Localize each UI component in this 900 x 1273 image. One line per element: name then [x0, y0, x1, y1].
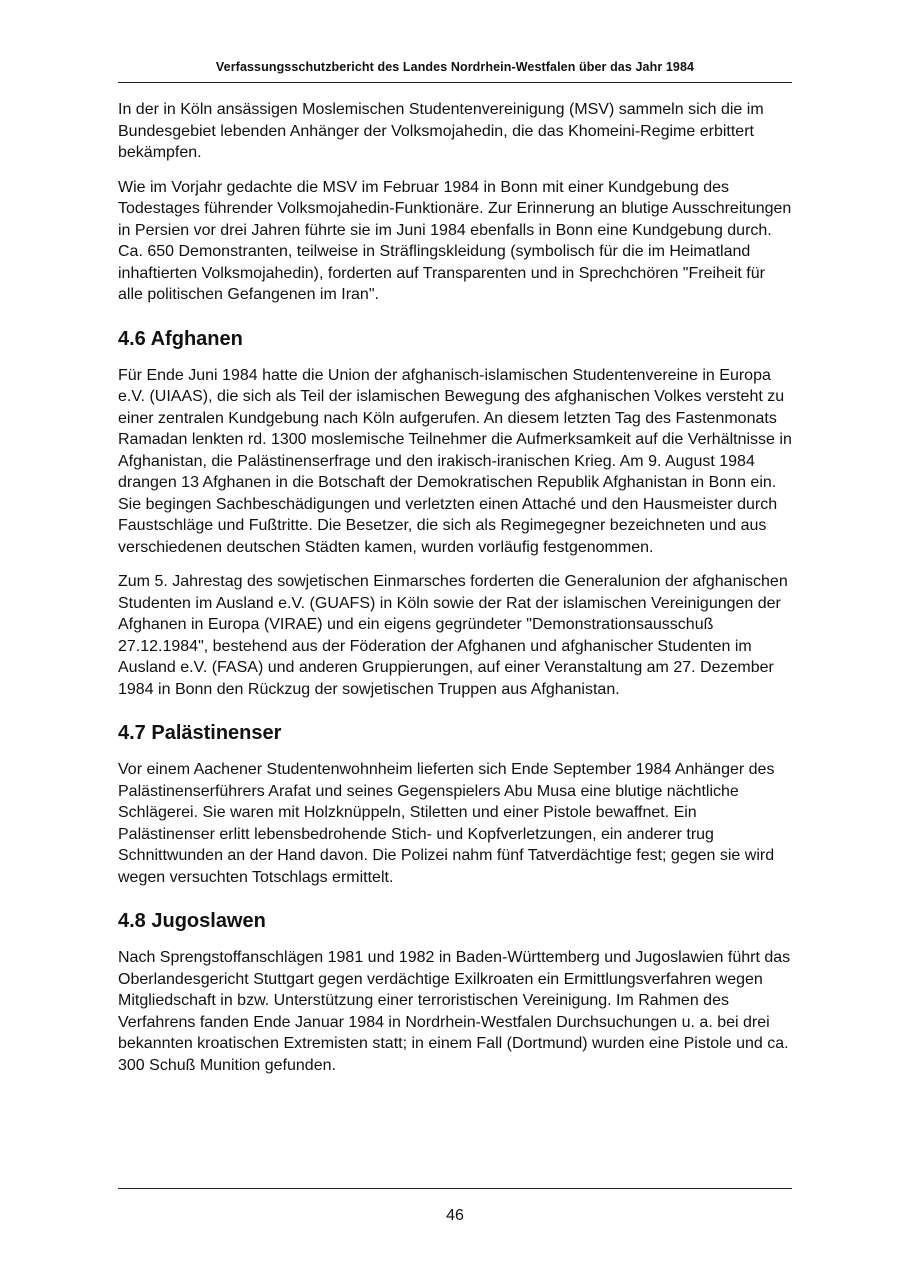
footer-rule — [118, 1188, 792, 1189]
section-heading-afghanen: 4.6 Afghanen — [118, 327, 243, 350]
page-header — [118, 0, 792, 83]
paragraph-jugoslawen: Nach Sprengstoffanschlägen 1981 und 1982 in Baden-Württemberg und Jugoslawien führt das Oberlandesgericht Stuttgart gegen verdächtige Exilkroaten ein Ermittlungsverfahren wegen Mitgliedschaft in bzw. Unterstützung einer terroristischen Vereinigung. Im Rahmen des Verfahrens fanden Ende Januar 1984 in Nordrhein-Westfalen Durchsuchungen u. a. bei drei bekannten kroatischen Extremisten statt; in einem Fall (Dortmund) wurden eine Pistole und ca. 300 Schuß Munition gefunden. — [118, 949, 791, 1074]
paragraph-msv-intro: In der in Köln ansässigen Moslemischen Studentenvereinigung (MSV) sammeln sich die im Bundesgebiet lebenden Anhänger der Volksmojahedin, die das Khomeini-Regime erbittert bekämpfen. — [118, 101, 764, 161]
paragraph-palaestinenser: Vor einem Aachener Studentenwohnheim lieferten sich Ende September 1984 Anhänger des Palästinenserführers Arafat und seines Gegenspielers Abu Musa eine blutige nächtliche Schlägerei. Sie waren mit Holzknüppeln, Stiletten und einer Pistole bewaffnet. Ein Palästinenser erlitt lebensbedrohende Stich- und Kopfverletzungen, ein anderer trug Schnittwunden an der Hand davon. Die Polizei nahm fünf Tatverdächtige fest; gegen sie wird wegen versuchten Totschlags ermittelt. — [118, 761, 775, 886]
paragraph-afghanen-uiaas: Für Ende Juni 1984 hatte die Union der afghanisch-islamischen Studentenvereine in Europa e.V. (UIAAS), die sich als Teil der islamischen Bewegung des afghanischen Volkes versteht zu einer zentralen Kundgebung nach Köln aufgerufen. An diesem letzten Tag des Fastenmonats Ramadan lenkten rd. 1300 moslemische Teilnehmer die Aufmerksamkeit auf die Verhältnisse in Afghanistan, die Palästinenserfrage und den irakisch-iranischen Krieg. Am 9. August 1984 drangen 13 Afghanen in die Botschaft der Demokratischen Republik Afghanistan in Bonn ein. Sie begingen Sachbeschädigungen und verletzten einen Attaché und den Hausmeister durch Faustschläge und Fußtritte. Die Besetzer, die sich als Regimegegner bezeichneten und aus verschiedenen deutschen Städten kamen, wurden vorläufig festgenommen. — [118, 366, 792, 556]
section-heading-palaestinenser: 4.7 Palästinenser — [118, 722, 282, 744]
page-content — [118, 83, 792, 1076]
running-header-title: Verfassungsschutzbericht des Landes Nordrhein-Westfalen über das Jahr 1984 — [215, 60, 695, 74]
paragraph-afghanen-jahrestag: Zum 5. Jahrestag des sowjetischen Einmarsches forderten die Generalunion der afghanischen Studenten im Ausland e.V. (GUAFS) in Köln sowie der Rat der islamischen Vereinigungen der Afghanen in Europa (VIRAE) und ein eigens gegründeter "Demonstrationsausschuß 27.12.1984", bestehend aus der Föderation der Afghanen und afghanischer Studenten im Ausland e.V. (FASA) und anderen Gruppierungen, auf einer Veranstaltung am 27. Dezember 1984 in Bonn den Rückzug der sowjetischen Truppen aus Afghanistan. — [118, 573, 788, 698]
section-heading-jugoslawen: 4.8 Jugoslawen — [118, 910, 266, 932]
page-number: 46 — [446, 1207, 464, 1224]
page-footer — [118, 1188, 792, 1225]
paragraph-msv-kundgebung: Wie im Vorjahr gedachte die MSV im Februar 1984 in Bonn mit einer Kundgebung des Todestages führender Volksmojahedin-Funktionäre. Zur Erinnerung an blutige Ausschreitungen in Persien vor drei Jahren führte sie im Juni 1984 ebenfalls in Bonn eine Kundgebung durch. Ca. 650 Demonstranten, teilweise in Sträflingskleidung (symbolisch für die im Heimatland inhaftierten Volksmojahedin), forderten auf Transparenten und in Sprechchören "Freiheit für alle politischen Gefangenen im Iran". — [118, 178, 792, 303]
